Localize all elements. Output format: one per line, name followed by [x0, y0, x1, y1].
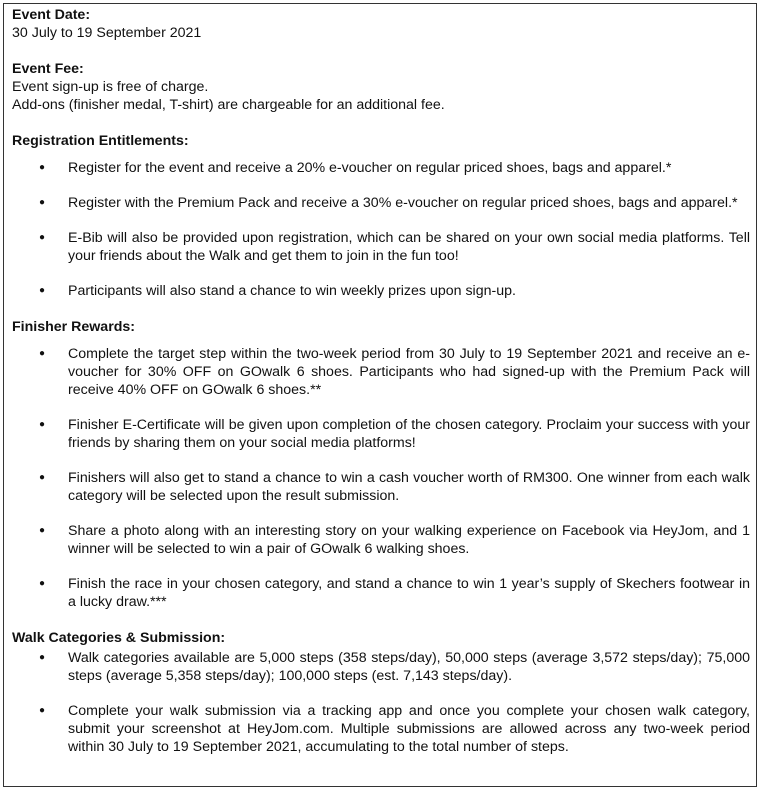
event-fee-heading: Event Fee: [12, 61, 84, 77]
event-details-document [12, 6, 750, 756]
finisher-rewards-list [12, 345, 750, 611]
list-item: ● E-Bib will also be provided upon registration, which can be shared on your own social media platforms. Tell your friends about the Walk and get them to join in the fun too! [12, 229, 750, 265]
list-item: ● Finishers will also get to stand a chance to win a cash voucher worth of RM300. One winner from each walk category will be selected upon the result submission. [12, 469, 750, 505]
finisher-rewards-heading: Finisher Rewards: [12, 319, 135, 335]
walk-categories-heading: Walk Categories & Submission: [12, 630, 226, 646]
list-item: ● Register with the Premium Pack and receive a 30% e-voucher on regular priced shoes, bags and apparel.* [12, 194, 750, 212]
event-fee-line: Event sign-up is free of charge. [12, 79, 209, 95]
event-fee-section [12, 60, 750, 114]
event-date-section [12, 6, 750, 42]
event-fee-line: Add-ons (finisher medal, T-shirt) are chargeable for an additional fee. [12, 97, 445, 113]
registration-list [12, 159, 750, 300]
list-item: ● Walk categories available are 5,000 steps (358 steps/day), 50,000 steps (average 3,572 steps/day); 75,000 steps (average 5,358 steps/day); 100,000 steps (est. 7,143 steps/day). [12, 649, 750, 685]
list-item: ● Share a photo along with an interesting story on your walking experience on Facebook via HeyJom, and 1 winner will be selected to win a pair of GOwalk 6 walking shoes. [12, 522, 750, 558]
list-item: ● Complete the target step within the two-week period from 30 July to 19 September 2021 and receive an e-voucher for 30% OFF on GOwalk 6 shoes. Participants who had signed-up with the Premium Pack will receive 40% OFF on GOwalk 6 shoes.** [12, 345, 750, 399]
finisher-rewards-section [12, 318, 750, 611]
list-item: ● Finish the race in your chosen category, and stand a chance to win 1 year’s supply of Skechers footwear in a lucky draw.*** [12, 575, 750, 611]
registration-section [12, 132, 750, 300]
list-item: ● Finisher E-Certificate will be given upon completion of the chosen category. Proclaim your success with your friends by sharing them on your social media platforms! [12, 416, 750, 452]
list-item: ● Complete your walk submission via a tracking app and once you complete your chosen walk category, submit your screenshot at HeyJom.com. Multiple submissions are allowed across any two-week period within 30 July to 19 September 2021, accumulating to the total number of steps. [12, 702, 750, 756]
list-item: ● Register for the event and receive a 20% e-voucher on regular priced shoes, bags and apparel.* [12, 159, 750, 177]
list-item: ● Participants will also stand a chance to win weekly prizes upon sign-up. [12, 282, 750, 300]
event-date-heading: Event Date: [12, 7, 91, 23]
walk-categories-section [12, 629, 750, 756]
event-date-value: 30 July to 19 September 2021 [12, 25, 202, 41]
walk-categories-list [12, 649, 750, 756]
registration-heading: Registration Entitlements: [12, 133, 189, 149]
